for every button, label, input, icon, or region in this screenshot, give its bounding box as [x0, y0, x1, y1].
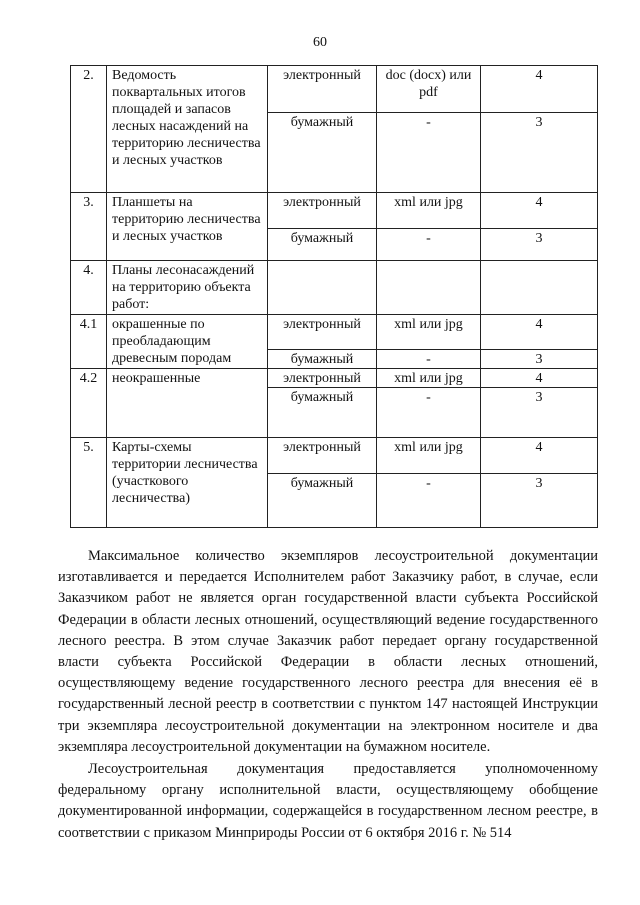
file-format: doc (docx) или pdf	[377, 66, 481, 113]
media-type	[268, 261, 377, 315]
row-number: 2.	[71, 66, 107, 193]
media-type: бумажный	[268, 474, 377, 528]
table-row	[71, 193, 598, 229]
media-type: электронный	[268, 193, 377, 229]
row-name: Планы лесонасаждений на территорию объекта работ:	[107, 261, 268, 315]
row-name: Карты-схемы территории лесничества (участкового лесничества)	[107, 438, 268, 528]
copy-count: 3	[481, 388, 598, 438]
documentation-table	[70, 65, 598, 528]
copy-count: 3	[481, 229, 598, 261]
file-format: -	[377, 229, 481, 261]
copy-count	[481, 261, 598, 315]
file-format: xml или jpg	[377, 315, 481, 350]
file-format: -	[377, 350, 481, 369]
file-format: xml или jpg	[377, 369, 481, 388]
body-text	[58, 546, 598, 844]
row-name: неокрашенные	[107, 369, 268, 438]
table-row	[71, 315, 598, 350]
file-format: -	[377, 388, 481, 438]
file-format: xml или jpg	[377, 438, 481, 474]
file-format: -	[377, 474, 481, 528]
copy-count: 4	[481, 369, 598, 388]
row-number: 4.	[71, 261, 107, 315]
copy-count: 3	[481, 350, 598, 369]
table-row	[71, 369, 598, 388]
paragraph: Максимальное количество экземпляров лесоустроительной документации изготавливается и передается Исполнителем работ Заказчику работ, в случае, если Заказчиком работ не является орган государственной власти субъекта Российской Федерации в области лесных отношений, осуществляющий ведение государственного лесного реестра. В этом случае Заказчик работ передает органу государственной власти субъекта Российской Федерации в области лесных отношений, осуществляющему ведение государственного лесного реестра для внесения её в государственный лесной реестр в соответствии с пунктом 147 настоящей Инструкции три экземпляра лесоустроительной документации на электронном носителе и два экземпляра лесоустроительной документации на бумажном носителе.	[58, 548, 598, 755]
copy-count: 4	[481, 193, 598, 229]
media-type: бумажный	[268, 229, 377, 261]
media-type: электронный	[268, 66, 377, 113]
page-number: 60	[313, 35, 327, 50]
table-row	[71, 261, 598, 315]
row-name: Планшеты на территорию лесничества и лесных участков	[107, 193, 268, 261]
row-number: 5.	[71, 438, 107, 528]
media-type: бумажный	[268, 350, 377, 369]
copy-count: 4	[481, 315, 598, 350]
copy-count: 4	[481, 66, 598, 113]
row-name: Ведомость поквартальных итогов площадей и запасов лесных насаждений на территорию лесничества и лесных участков	[107, 66, 268, 193]
copy-count: 4	[481, 438, 598, 474]
media-type: электронный	[268, 438, 377, 474]
row-number: 3.	[71, 193, 107, 261]
copy-count: 3	[481, 113, 598, 193]
media-type: электронный	[268, 369, 377, 388]
file-format: xml или jpg	[377, 193, 481, 229]
copy-count: 3	[481, 474, 598, 528]
paragraph: Лесоустроительная документация предоставляется уполномоченному федеральному органу исполнительной власти, осуществляющему обобщение документированной информации, содержащейся в государственном лесном реестре, в соответствии с приказом Минприроды России от 6 октября 2016 г. № 514	[58, 761, 598, 841]
media-type: бумажный	[268, 113, 377, 193]
row-number: 4.1	[71, 315, 107, 369]
row-name: окрашенные по преобладающим древесным породам	[107, 315, 268, 369]
row-number: 4.2	[71, 369, 107, 438]
file-format: -	[377, 113, 481, 193]
media-type: электронный	[268, 315, 377, 350]
table-row	[71, 66, 598, 113]
file-format	[377, 261, 481, 315]
media-type: бумажный	[268, 388, 377, 438]
table-row	[71, 438, 598, 474]
